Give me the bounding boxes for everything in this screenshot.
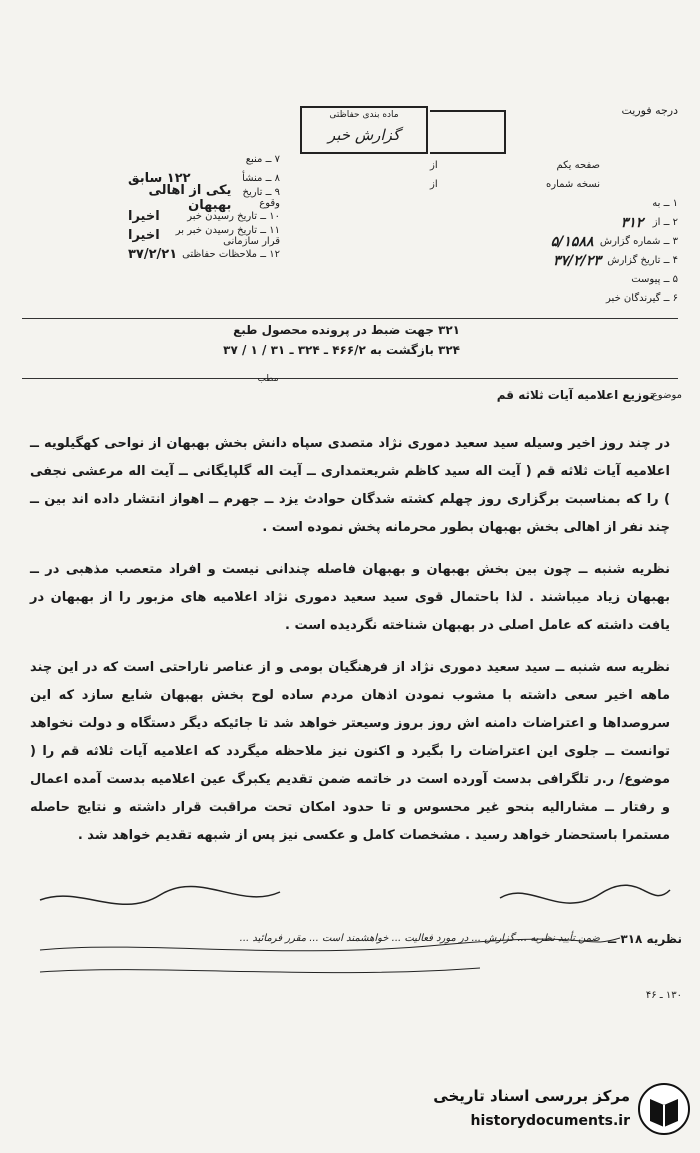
stamp-label: ماده بندی حفاظتی [329, 110, 399, 120]
book-logo-icon [638, 1083, 690, 1135]
field-row [128, 150, 280, 169]
field-label: ۱۲ ــ ملاحظات حفاظتی [182, 249, 280, 260]
field-label: ۱۱ ــ تاریخ رسیدن خبر بر قرار سازمانی [175, 224, 280, 247]
handwritten-note: ضمن تأیید نظریه ... گزارش ... در مورد فعالیت ... خواهشمند است ... مقرر فرمائید ... [239, 933, 600, 944]
field-value: ۳۱۲ [620, 214, 644, 231]
site-url: historydocuments.ir [470, 1113, 630, 1129]
field-row [128, 182, 280, 213]
field-row [538, 270, 678, 289]
body-paragraph: نظریه شنبه ــ چون بین بخش بهبهان و بهبهان فاصله چندانی نیست و افراد متعصب مذهبی در ــ بهبهان زیاد میباشند . لذا باحتمال قوی سید سعید دموری نژاد اعلامیه های مزبور را از بهبهان در یافت داشته که عامل اصلی در بهبهان شناخته نگردیده است . [30, 562, 670, 633]
subject-label: موضوع [651, 390, 682, 401]
field-row [538, 251, 678, 270]
field-label: ۷ ــ منبع [245, 154, 280, 165]
field-row [538, 194, 678, 213]
filing-line: ۳۲۴ بازگشت به ۴۶۶/۲ ـ ۳۲۴ ـ ۳۱ / ۱ / ۳۷ [223, 343, 460, 357]
field-label: ۲ ــ از [652, 217, 678, 228]
session-label: نسخه شماره [546, 179, 600, 190]
watermark-footer [400, 1079, 690, 1143]
field-row [538, 213, 678, 232]
stamp-mark: مطب [257, 374, 279, 384]
field-label: ۳ ــ شماره گزارش [599, 236, 678, 247]
field-label: ۱ ــ به [652, 198, 678, 209]
field-value: اخیرا [128, 209, 160, 224]
field-label: ۸ ــ منشأ [242, 173, 280, 184]
subject-value: توزیع اعلامیه آیات ثلاثه قم [496, 388, 654, 402]
classification-stamp [300, 106, 428, 154]
center-name: مرکز بررسی اسناد تاریخی [433, 1087, 630, 1105]
divider [22, 318, 678, 319]
field-label: ۴ ــ تاریخ گزارش [607, 255, 678, 266]
body-paragraph: نظریه سه شنبه ــ سید سعید دموری نژاد از فرهنگیان بومی و از عناصر ناراحتی است که در این چند ماهه اخیر سعی داشته با مشوب نمودن اذهان مردم ساده لوح بخش بهبهان شایع سازد که این سروصداها و اعتراضات دامنه اش روز بروز وسیعتر خواهد شد تا جائیکه دیگر دستگاه و دولت نخواهد توانست ــ جلوی این اعتراضات را بگیرد و اکنون نیز ملاحظه میگردد که اعلامیه آیات ثلاثه قم را ( موضوع/ ر.ر تلگرافی بدست آورده است در خاتمه ضمن تقدیم یکبرگ عین اعلامیه بدست آمده اعمال و رفتار ــ مشارالیه بنحو غیر محسوس و تا حدود امکان تحت مراقبت قرار داشته و نتایج حاصله مستمرا باستحضار خواهد رسید . مشخصات کامل و عکسی نیز پس از شبهه تقدیم خواهد شد . [30, 660, 670, 843]
session-value: از [430, 160, 438, 171]
urgency-label: درجه فوریت [621, 104, 678, 117]
stamp-bracket [430, 110, 506, 154]
subject-row [22, 388, 682, 412]
filing-line: ۳۲۱ جهت ضبط در پرونده محصول طبع [233, 323, 460, 337]
field-label: ۱۰ ــ تاریخ رسیدن خبر [187, 211, 280, 222]
field-row [128, 245, 280, 264]
filing-notes [223, 320, 460, 360]
field-label: ۵ ــ پیوست [631, 274, 678, 285]
header-left-fields [128, 150, 280, 264]
session-label: صفحه یکم [556, 160, 600, 171]
field-row [128, 226, 280, 245]
field-value: ۳۷/۲/۲۱ [128, 247, 178, 262]
field-value: ۵/۱۵۸۸ [550, 233, 594, 250]
field-value: یکی از اهالی بهبهان [148, 182, 232, 213]
opinion-4-label: نظریه ۳۱۸ ــ [608, 932, 682, 946]
field-value: ۱۲۲ سابق [128, 171, 191, 186]
header-right-fields [538, 156, 678, 308]
field-label: ۹ ــ تاریخ وقوع [242, 186, 280, 209]
stamp-handwritten: گزارش خبر [328, 126, 400, 144]
report-body [30, 430, 670, 864]
field-label: ۶ ــ گیرندگان خبر [606, 293, 678, 304]
field-row [538, 289, 678, 308]
field-value: اخیرا [128, 228, 160, 243]
body-paragraph: در چند روز اخیر وسیله سید سعید دموری نژاد متصدی سپاه دانش بخش بهبهان از نواحی کهگیلویه ــ اعلامیه آیات ثلاثه قم ( آیت اله سید کاظم شریعتمداری ــ آیت اله گلپایگانی ــ آیت اله مرعشی نجفی ) را که بمناسبت برگزاری روز چهلم کشته شدگان حوادث یزد ــ جهرم ــ اهواز انتشار داده اند بین ــ چند نفر از اهالی بخش بهبهان بطور محرمانه پخش نموده است . [30, 436, 670, 535]
code-bottom: ۱۳۰ ـ ۴۶ [645, 990, 682, 1001]
field-value: ۳۷/۲/۲۳ [553, 252, 601, 269]
divider [22, 378, 678, 379]
session-value: از [430, 179, 438, 190]
field-row [538, 232, 678, 251]
